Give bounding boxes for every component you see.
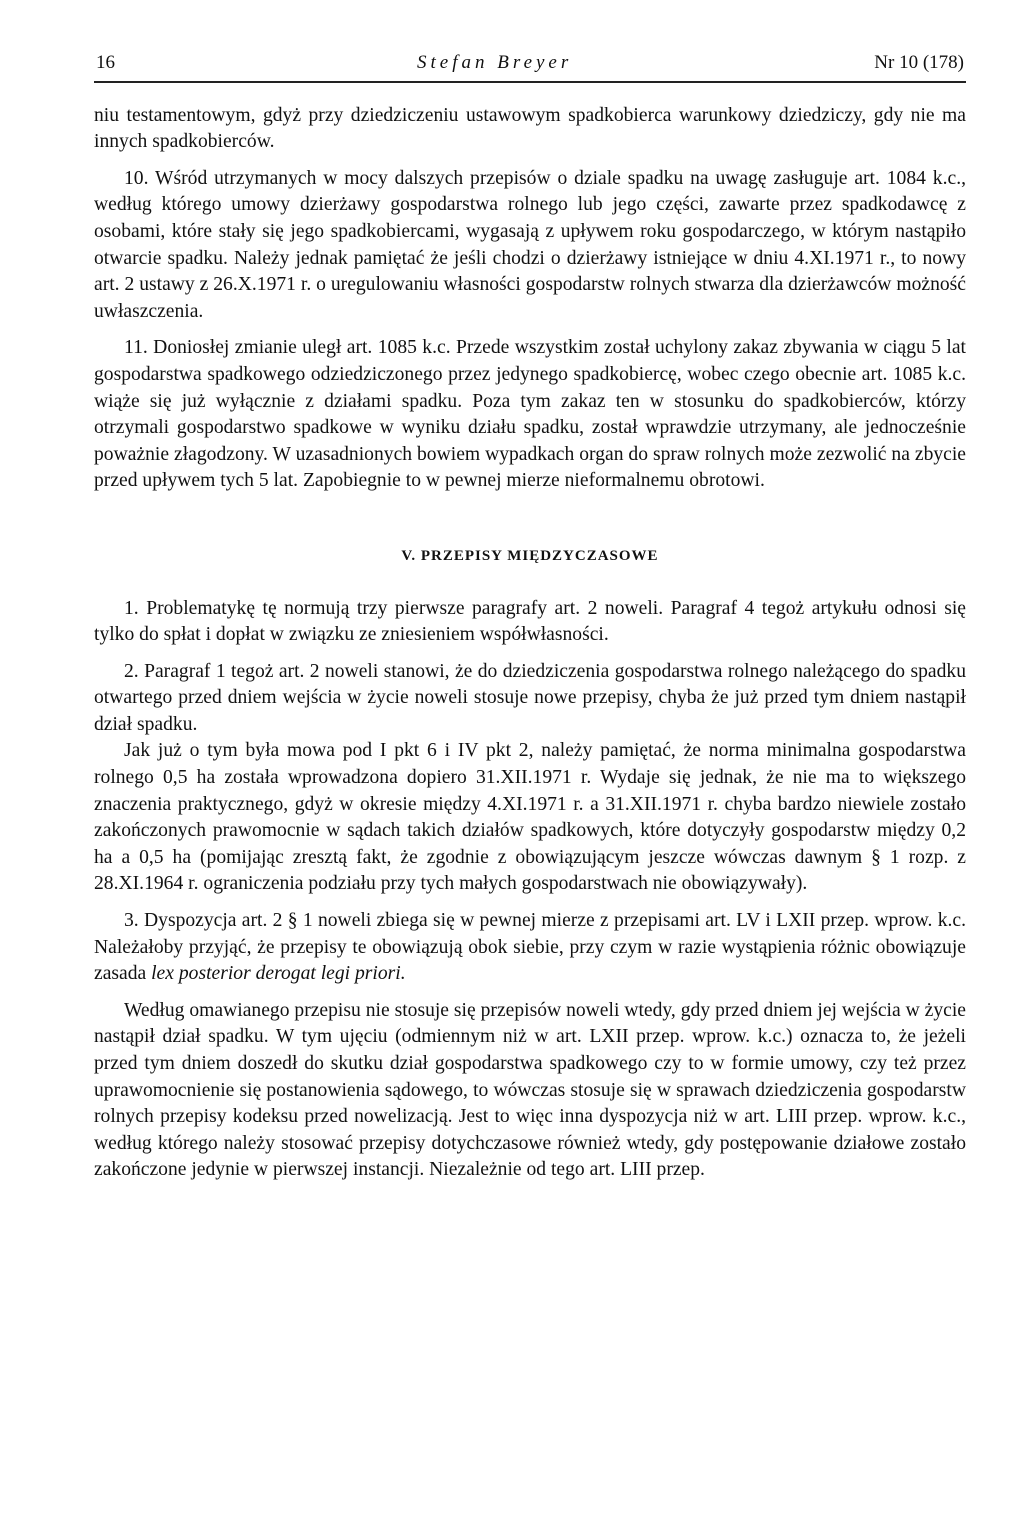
paragraph-v-3-continued: Według omawianego przepisu nie stosuje się przepisów noweli wtedy, gdy przed dniem jej wejścia w życie nastąpił dział spadku. W tym ujęciu (odmiennym niż w art. LXII przep. wprow. k.c.) oznacza to, że jeżeli przed tym dniem doszedł do skutku dział gospodarstwa spadkowego czy to w formie umowy, czy też przez uprawomocnienie się postanowienia sądowego, to wówczas stosuje się w sprawach dziedziczenia gospodarstw rolnych przepisy kodeksu przed nowelizacją. Jest to więc inna dyspozycja niż w art. LIII przep. wprow. k.c., według którego należy stosować przepisy dotychczasowe również wtedy, gdy postępowanie działowe zostało zakończone jedynie w pierwszej instancji. Niezależnie od tego art. LIII przep. bbox=[94, 999, 966, 1181]
running-author: Stefan Breyer bbox=[417, 52, 573, 73]
paragraph-v-3-text: 3. Dyspozycja art. 2 § 1 noweli zbiega się w pewnej mierze z przepisami art. LV i LXII przep. wprow. k.c. Należałoby przyjąć, że przepisy te obowiązują obok siebie, przy czym w razie wystąpienia różnic obowiązuje zasada bbox=[94, 910, 966, 985]
paragraph-10: 10. Wśród utrzymanych w mocy dalszych przepisów o dziale spadku na uwagę zasługuje art. 1084 k.c., według którego umowy dzierżawy gospodarstwa rolnego lub jego części, zawarte przez spadkodawcę z osobami, które stały się jego spadkobiercami, wygasają z upływem roku gospodarczego, w którym nastąpiło otwarcie spadku. Należy jednak pamiętać że jeśli chodzi o dzierżawy istniejące w dniu 4.XI.1971 r., to nowy art. 2 ustawy z 26.X.1971 r. o uregulowaniu własności gospodarstw rolnych stwarza dla dzierżawców możność uwłaszczenia. bbox=[94, 167, 966, 322]
paragraph-11: 11. Doniosłej zmianie uległ art. 1085 k.c. Przede wszystkim został uchylony zakaz zbywania w ciągu 5 lat gospodarstwa spadkowego odziedziczonego przez jedynego spadkobiercę, wobec czego obecnie art. 1085 k.c. wiąże się już wyłącznie z działami spadku. Poza tym zakaz ten w stosunku do spadkobierców, którzy otrzymali gospodarstwo spadkowe w wyniku działu spadku, został wprawdzie utrzymany, ale jednocześnie poważnie złagodzony. W uzasadnionych bowiem wypadkach organ do spraw rolnych może zezwolić na zbycie przed upływem tych 5 lat. Zapobiegnie to w pewnej mierze nieformalnemu obrotowi. bbox=[94, 337, 966, 492]
paragraph-v-3 bbox=[94, 908, 966, 988]
page-number: 16 bbox=[96, 52, 115, 73]
running-header bbox=[94, 50, 966, 83]
paragraph-v-2-continued: Jak już o tym była mowa pod I pkt 6 i IV pkt 2, należy pamiętać, że norma minimalna gospodarstwa rolnego 0,5 ha została wprowadzona dopiero 31.XII.1971 r. Wydaje się jednak, że nie ma to większego znaczenia praktycznego, gdyż w okresie między 4.XI.1971 r. a 31.XII.1971 r. chyba bardzo niewiele zostało zakończonych prawomocnie w sądach takich działów spadkowych, które dotyczyły gospodarstw między 0,2 ha a 0,5 ha (pomijając zresztą fakt, że zgodnie z obowiązującym jeszcze wówczas dawnym § 1 rozp. z 28.XI.1964 r. ograniczenia podziału przy tych małych gospodarstwach nie obowiązywały). bbox=[94, 740, 966, 895]
paragraph-continuation: niu testamentowym, gdyż przy dziedziczeniu ustawowym spadkobierca warunkowy dziedziczy, gdy nie ma innych spadkobierców. bbox=[94, 104, 966, 153]
document-page bbox=[94, 50, 966, 1194]
issue-number: Nr 10 (178) bbox=[874, 52, 964, 73]
paragraph-v-1: 1. Problematykę tę normują trzy pierwsze paragrafy art. 2 noweli. Paragraf 4 tegoż artykułu odnosi się tylko do spłat i dopłat w związku ze zniesieniem współwłasności. bbox=[94, 597, 966, 646]
latin-maxim: lex posterior derogat legi priori. bbox=[151, 963, 406, 985]
section-heading: V. PRZEPISY MIĘDZYCZASOWE bbox=[401, 547, 659, 564]
paragraph-v-2: 2. Paragraf 1 tegoż art. 2 noweli stanowi, że do dziedziczenia gospodarstwa rolnego należącego do spadku otwartego przed dniem wejścia w życie noweli stosuje nowe przepisy, chyba że już przed tym dniem nastąpił dział spadku. bbox=[94, 660, 966, 735]
article-body bbox=[94, 103, 966, 1184]
